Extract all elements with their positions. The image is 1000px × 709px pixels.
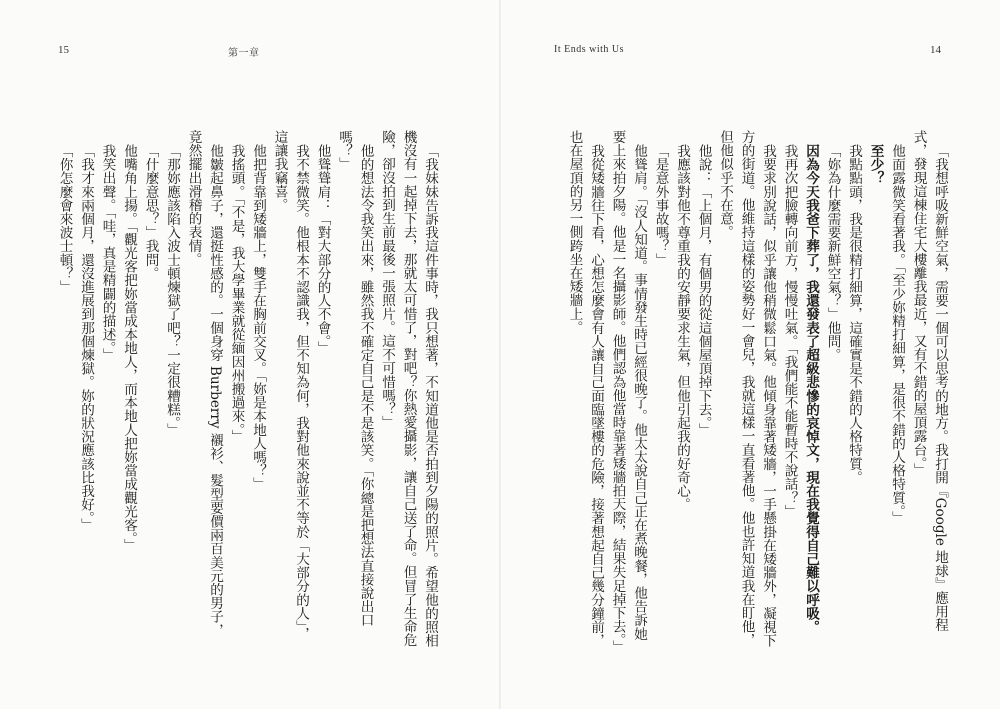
body-text — [566, 130, 950, 654]
running-head-chapter: 第一章 — [228, 48, 260, 59]
paragraph-inner-thought: 至少？ — [867, 143, 884, 185]
paragraph: 他的想法令我笑出來，雖然我不確定自己是不是該笑。「你總是把想法直接說出口嗎？」 — [336, 130, 374, 627]
paragraph: 我再次把臉轉向前方，慢慢吐氣。「我們能不能暫時不說話？」 — [781, 143, 798, 518]
paragraph: 他皺起鼻子，還挺性感的。一個身穿 Burberry 襯衫、髮型要價兩百美元的男子，竟然擺出滑稽的表情。 — [185, 130, 223, 637]
paragraph: 他聳肩。「沒人知道。事情發生時已經很晚了。他太太說自己正在煮晚餐，他告訴她要上來拍夕陽。他是一名攝影師。他們認為他當時靠著矮牆拍天際，結果失足掉下去。」 — [609, 130, 647, 654]
paragraph: 「你怎麼會來波士頓？」 — [56, 143, 73, 294]
paragraph: 他嘴角上揚。「觀光客把妳當成本地人，而本地人把妳當成觀光客。」 — [121, 143, 137, 552]
paragraph: 我要求別說話，似乎讓他稍微鬆口氣。他傾身靠著矮牆，一手懸掛在矮牆外，凝視下方的街道。他維持這樣的姿勢好一會兒，我就這樣一直看著他。他也許知道我在盯他，但他似乎不在意。 — [717, 130, 776, 647]
paragraph: 我應該對他不尊重我的安靜要求生氣，但他引起我的好奇心。 — [674, 143, 690, 511]
paragraph: 他面露微笑看著我。「至少妳精打細算，是很不錯的人格特質。」 — [889, 143, 905, 525]
paragraph: 「那妳應該陷入波士頓煉獄了吧？一定很糟糕。」 — [164, 143, 180, 436]
paragraph: 「是意外事故嗎？」 — [652, 143, 669, 266]
page-number: 14 — [930, 44, 941, 56]
paragraph: 「我妹妹告訴我這件事時，我只想著，不知道他是否拍到夕陽的照片。希望他的照相機沒有一起掉下去，那就太可惜了，對吧？你熱愛攝影，讓自己送了命。但冒了生命危險，卻沒拍到生前最後一張照片。這不可惜嗎？」 — [379, 130, 438, 647]
paragraph: 「我才來兩個月，還沒進展到那個煉獄。妳的狀況應該比我好。」 — [78, 143, 94, 532]
paragraph: 我笑出聲。「哇，真是精闢的描述。」 — [99, 143, 116, 362]
body-text — [50, 130, 440, 650]
paragraph: 我不禁微笑。他根本不認識我，但不知為何，我對他來說並不等於「大部分的人」，這讓我竊喜。 — [271, 130, 309, 640]
paragraph: 我點點頭，我是很精打細算，這確實是不錯的人格特質。 — [846, 143, 862, 484]
page-number: 15 — [58, 44, 69, 56]
paragraph-inner-thought: 因為今天我爸下葬了，我還發表了超級悲慘的哀悼文，現在我覺得自己難以呼吸。 — [803, 143, 819, 634]
paragraph: 「什麼意思？」我問。 — [142, 143, 159, 280]
paragraph: 「妳為什麼需要新鮮空氣？」他問。 — [824, 143, 841, 362]
paragraph: 他說：「上個月，有個男的從這個屋頂掉下去。」 — [695, 143, 712, 436]
running-head-title: It Ends with Us — [554, 44, 624, 55]
paragraph: 他把背靠到矮牆上，雙手在胸前交叉。「妳是本地人嗎？」 — [250, 143, 266, 491]
paragraph: 他聳聳肩：「對大部分的人不會。」 — [314, 143, 331, 355]
paragraph: 我搖頭。「不是，我大學畢業就從緬因州搬過來。」 — [228, 143, 245, 443]
paragraph: 我從矮牆往下看，心想怎麼會有人讓自己面臨墜樓的危險，接著想起自己幾分鐘前，也在屋頂的另一側跨坐在矮牆上。 — [566, 130, 604, 647]
right-page — [500, 0, 1000, 709]
paragraph: 「我想呼吸新鮮空氣，需要一個可以思考的地方。我打開『Google 地球』應用程式，發現這棟住宅大樓離我最近，又有不錯的屋頂露台。」 — [910, 130, 948, 632]
